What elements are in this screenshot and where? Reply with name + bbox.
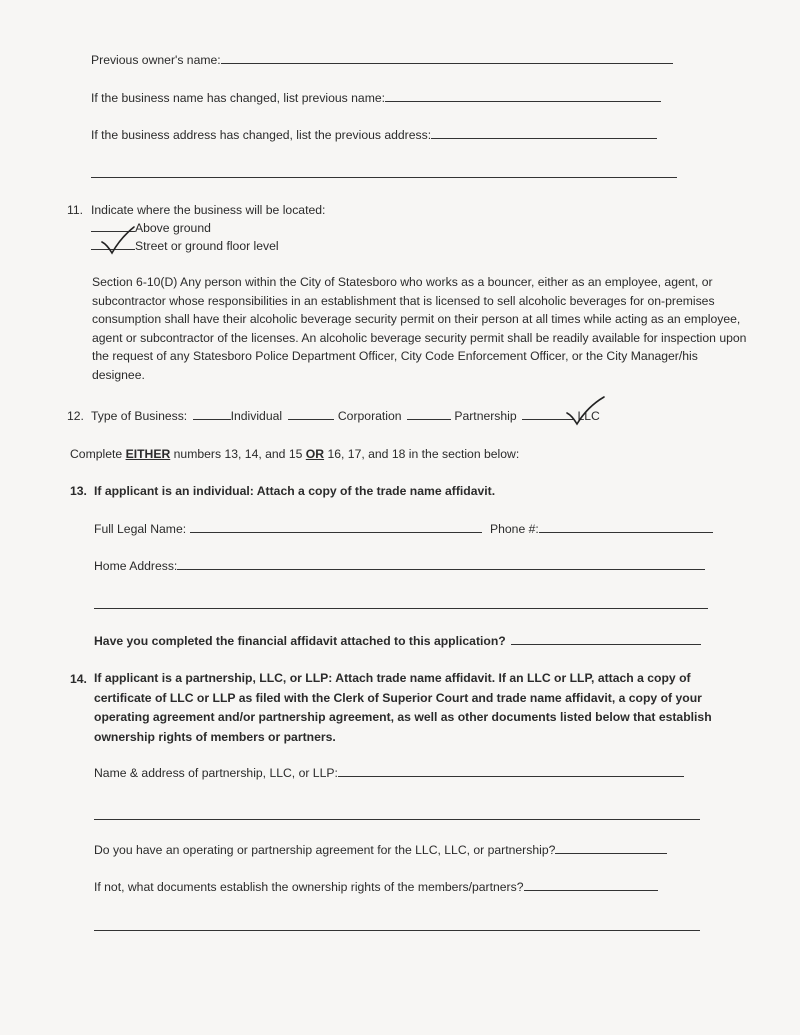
home-address-continuation-line[interactable]: [94, 607, 708, 609]
home-address-field[interactable]: [177, 568, 705, 570]
ownership-documents-field[interactable]: [524, 889, 658, 891]
operating-agreement-field[interactable]: [555, 852, 667, 854]
previous-name-field[interactable]: [385, 100, 661, 102]
above-ground-label: Above ground: [135, 221, 211, 235]
q14-heading: If applicant is a partnership, LLC, or LLP: Attach trade name affidavit. If an LLC or LLP, attach a copy of certificate of LLC or LLP as filed with the Clerk of Superior Court and trade name affidavit, a copy of your operating agreement and/or partnership agreement, as well as other documents listed below that establish ownership rights of members or partners.: [94, 671, 712, 744]
q11-number: 11.: [67, 203, 84, 217]
partnership-address-continuation-line[interactable]: [94, 818, 700, 820]
previous-address-row: [91, 127, 657, 143]
home-address-label: Home Address:: [94, 559, 178, 573]
previous-owner-label: Previous owner's name:: [91, 53, 221, 67]
partnership-blank[interactable]: [407, 418, 451, 420]
financial-affidavit-row: [94, 633, 701, 649]
full-legal-name-label: Full Legal Name:: [94, 522, 187, 536]
previous-name-row: [91, 90, 661, 106]
section-6-10-text: Section 6-10(D) Any person within the City of Statesboro who works as a bouncer, either as an employee, agent, or subcontractor whose responsibilities in an establishment that is licensed to sell alcoholic beverages for on-premises consumption shall have their alcoholic beverage security permit on their person at all times while acting as an employee, agent or subcontractor of the licenses. An alcoholic beverage security permit shall be readily available for inspection upon the request of any Statesboro Police Department Officer, City Code Enforcement Officer, or the City Manager/his designee.: [92, 275, 747, 382]
previous-owner-row: [91, 52, 673, 68]
previous-name-label: If the business name has changed, list previous name:: [91, 91, 386, 105]
financial-affidavit-question: Have you completed the financial affidavit attached to this application?: [94, 634, 506, 648]
or-emphasis: OR: [305, 447, 325, 461]
q13-heading: If applicant is an individual: Attach a copy of the trade name affidavit.: [94, 484, 496, 498]
q12-number: 12.: [67, 409, 84, 423]
ownership-documents-continuation-line[interactable]: [94, 929, 700, 931]
q12-type-of-business-row: [91, 408, 600, 424]
complete-mid: numbers 13, 14, and 15: [173, 447, 303, 461]
full-legal-name-row: [94, 521, 482, 537]
phone-label: Phone #:: [490, 522, 539, 536]
individual-option: Individual: [230, 409, 283, 423]
llc-option: LLC: [577, 409, 600, 423]
q13-number: 13.: [70, 484, 87, 498]
ownership-documents-row: [94, 879, 658, 895]
previous-address-label: If the business address has changed, list the previous address:: [91, 128, 432, 142]
partnership-name-address-field[interactable]: [338, 775, 684, 777]
llc-check-mark-icon: [566, 396, 606, 426]
partnership-option: Partnership: [454, 409, 517, 423]
street-level-check-mark-icon: [100, 226, 136, 256]
street-level-label: Street or ground floor level: [135, 239, 279, 253]
operating-agreement-row: [94, 842, 667, 858]
complete-prefix: Complete: [70, 447, 123, 461]
q14-number: 14.: [70, 672, 87, 686]
phone-field[interactable]: [539, 531, 713, 533]
corporation-blank[interactable]: [288, 418, 334, 420]
previous-address-continuation-line[interactable]: [91, 176, 677, 178]
home-address-row: [94, 558, 705, 574]
q12-label: Type of Business:: [91, 409, 188, 423]
partnership-name-address-label: Name & address of partnership, LLC, or LLP:: [94, 766, 338, 780]
ownership-documents-question: If not, what documents establish the ownership rights of the members/partners?: [94, 880, 524, 894]
complete-either-instruction: [70, 446, 519, 462]
individual-blank[interactable]: [193, 418, 231, 420]
either-emphasis: EITHER: [125, 447, 171, 461]
q11-question: Indicate where the business will be located:: [91, 203, 326, 217]
financial-affidavit-field[interactable]: [511, 643, 701, 645]
complete-suffix: 16, 17, and 18 in the section below:: [327, 447, 520, 461]
previous-address-field[interactable]: [431, 137, 657, 139]
partnership-name-address-row: [94, 765, 684, 781]
operating-agreement-question: Do you have an operating or partnership agreement for the LLC, LLC, or partnership?: [94, 843, 556, 857]
full-legal-name-field[interactable]: [190, 531, 482, 533]
corporation-option: Corporation: [337, 409, 402, 423]
phone-row: [490, 521, 713, 537]
previous-owner-field[interactable]: [221, 62, 673, 64]
